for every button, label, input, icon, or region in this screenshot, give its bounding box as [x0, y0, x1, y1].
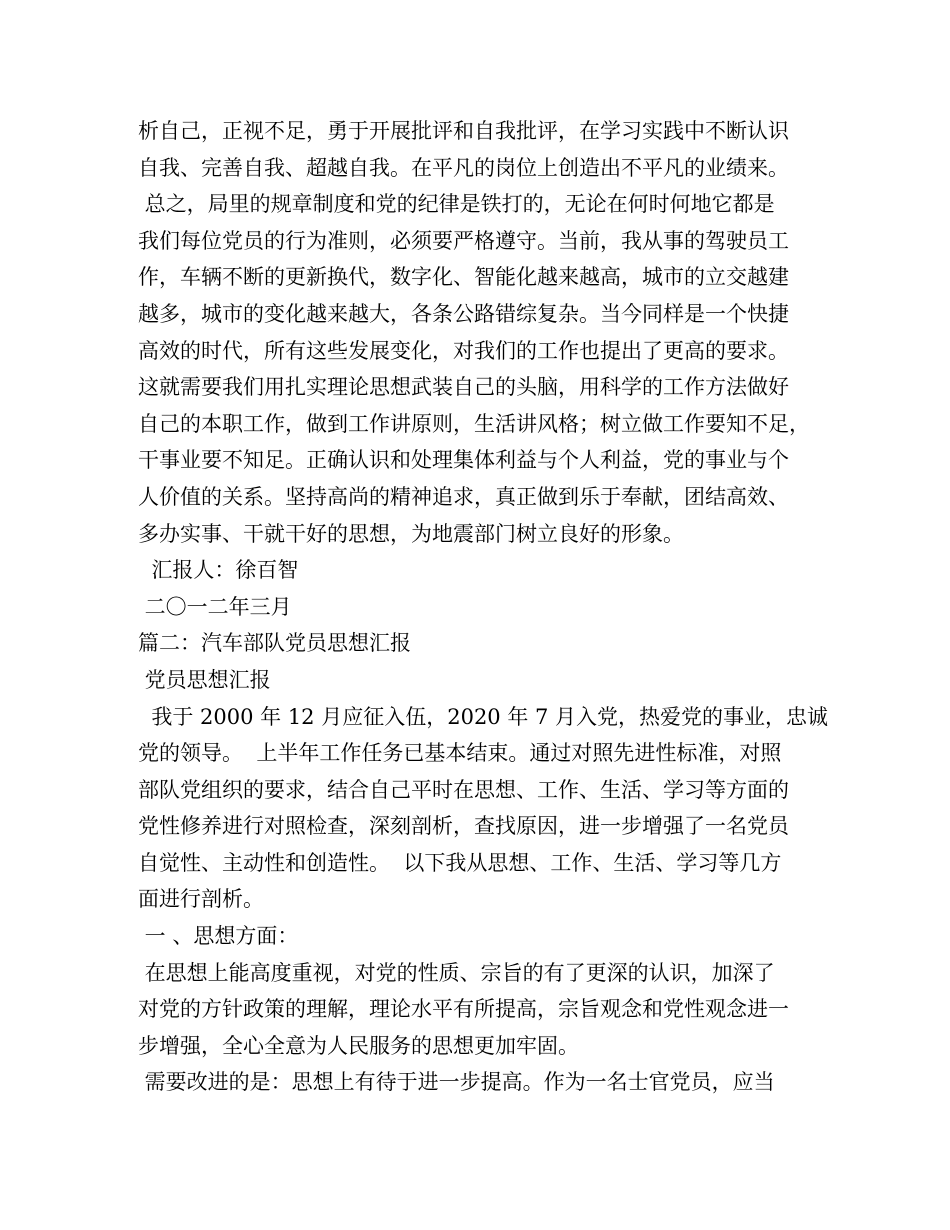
- text-line: 党的领导。 上半年工作任务已基本结束。通过对照先进性标准，对照: [138, 741, 782, 766]
- text-line: 自己的本职工作，做到工作讲原则，生活讲风格；树立做工作要知不足，: [138, 411, 810, 436]
- text-line: 我们每位党员的行为准则，必须要严格遵守。当前，我从事的驾驶员工: [138, 228, 789, 253]
- signature-date: 二〇一二年三月: [138, 594, 292, 619]
- text-line: 自我、完善自我、超越自我。在平凡的岗位上创造出不平凡的业绩来。: [138, 155, 789, 180]
- text-line: 高效的时代，所有这些发展变化，对我们的工作也提出了更高的要求。: [138, 338, 789, 363]
- text-line: 干事业要不知足。正确认识和处理集体利益与个人利益，党的事业与个: [138, 448, 789, 473]
- text-line: 部队党组织的要求，结合自己平时在思想、工作、生活、学习等方面的: [138, 777, 789, 802]
- subsection-heading: 一 、思想方面：: [138, 924, 299, 949]
- text-line: 作，车辆不断的更新换代，数字化、智能化越来越高，城市的立交越建: [138, 265, 789, 290]
- text-line: 我于 2000 年 12 月应征入伍，2020 年 7 月入党，热爱党的事业，忠诚: [138, 704, 829, 729]
- text-line: 党性修养进行对照检查，深刻剖析，查找原因，进一步增强了一名党员: [138, 814, 789, 839]
- document-body: [138, 113, 829, 1101]
- section-heading: 篇二：汽车部队党员思想汇报: [138, 631, 411, 656]
- text-line: 析自己，正视不足，勇于开展批评和自我批评，在学习实践中不断认识: [138, 119, 789, 143]
- signature-reporter: 汇报人：徐百智: [138, 558, 299, 583]
- text-line: 需要改进的是：思想上有待于进一步提高。作为一名士官党员，应当: [138, 1070, 775, 1095]
- text-line: 总之，局里的规章制度和党的纪律是铁打的，无论在何时何地它都是: [138, 192, 775, 217]
- text-line: 对党的方针政策的理解，理论水平有所提高，宗旨观念和党性观念进一: [138, 997, 789, 1022]
- text-line: 步增强，全心全意为人民服务的思想更加牢固。: [138, 1033, 579, 1058]
- text-line: 这就需要我们用扎实理论思想武装自己的头脑，用科学的工作方法做好: [138, 375, 789, 400]
- text-line: 多办实事、干就干好的思想，为地震部门树立良好的形象。: [138, 521, 684, 546]
- text-line: 人价值的关系。坚持高尚的精神追求，真正做到乐于奉献，团结高效、: [138, 484, 789, 509]
- text-line: 自觉性、主动性和创造性。 以下我从思想、工作、生活、学习等几方: [138, 850, 782, 875]
- text-line: 面进行剖析。: [138, 887, 264, 912]
- text-line: 越多，城市的变化越来越大，各条公路错综复杂。当今同样是一个快捷: [138, 301, 789, 326]
- text-line: 在思想上能高度重视，对党的性质、宗旨的有了更深的认识，加深了: [138, 960, 775, 985]
- subsection-heading: 党员思想汇报: [138, 667, 271, 692]
